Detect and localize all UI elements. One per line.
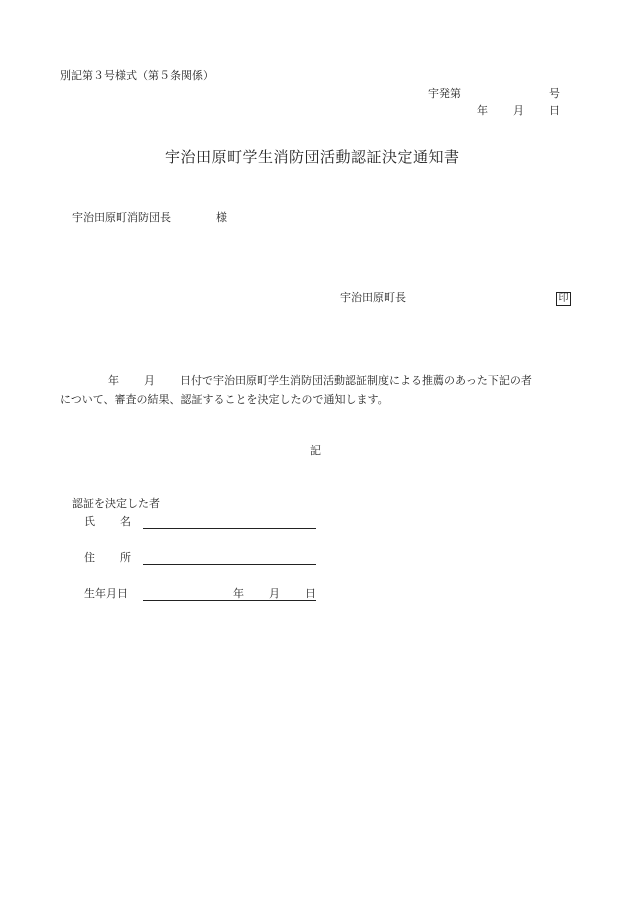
seal-icon: 印 [556, 292, 571, 306]
address-underline [143, 564, 316, 565]
birth-month: 月 [269, 587, 280, 600]
body-year: 年 [108, 374, 119, 387]
body-month: 月 [144, 374, 155, 387]
body-line-2: について、審査の結果、認証することを決定したので通知します。 [60, 393, 389, 406]
form-label: 別記第３号様式（第５条関係） [60, 69, 214, 82]
address-label-1: 住 [84, 551, 95, 564]
addressee-honorific: 様 [216, 211, 227, 224]
issuer-name: 宇治田原町長 [340, 291, 406, 304]
doc-number-prefix: 宇発第 [428, 87, 461, 100]
addressee-name: 宇治田原町消防団長 [72, 211, 171, 224]
seal-mark [556, 291, 571, 306]
section-heading: 認証を決定した者 [72, 497, 160, 510]
date-day: 日 [549, 104, 560, 117]
name-label-2: 名 [120, 515, 131, 528]
birth-day: 日 [305, 587, 316, 600]
doc-number-suffix: 号 [549, 87, 560, 100]
name-label-1: 氏 [84, 515, 95, 528]
birth-underline [143, 600, 316, 601]
birth-year: 年 [233, 587, 244, 600]
document-title: 宇治田原町学生消防団活動認証決定通知書 [165, 148, 460, 166]
birth-label: 生年月日 [84, 587, 128, 600]
name-underline [143, 528, 316, 529]
ki-marker: 記 [310, 444, 321, 457]
date-month: 月 [513, 104, 524, 117]
body-line-1: 日付で宇治田原町学生消防団活動認証制度による推薦のあった下記の者 [180, 374, 532, 387]
address-label-2: 所 [120, 551, 131, 564]
date-year: 年 [477, 104, 488, 117]
